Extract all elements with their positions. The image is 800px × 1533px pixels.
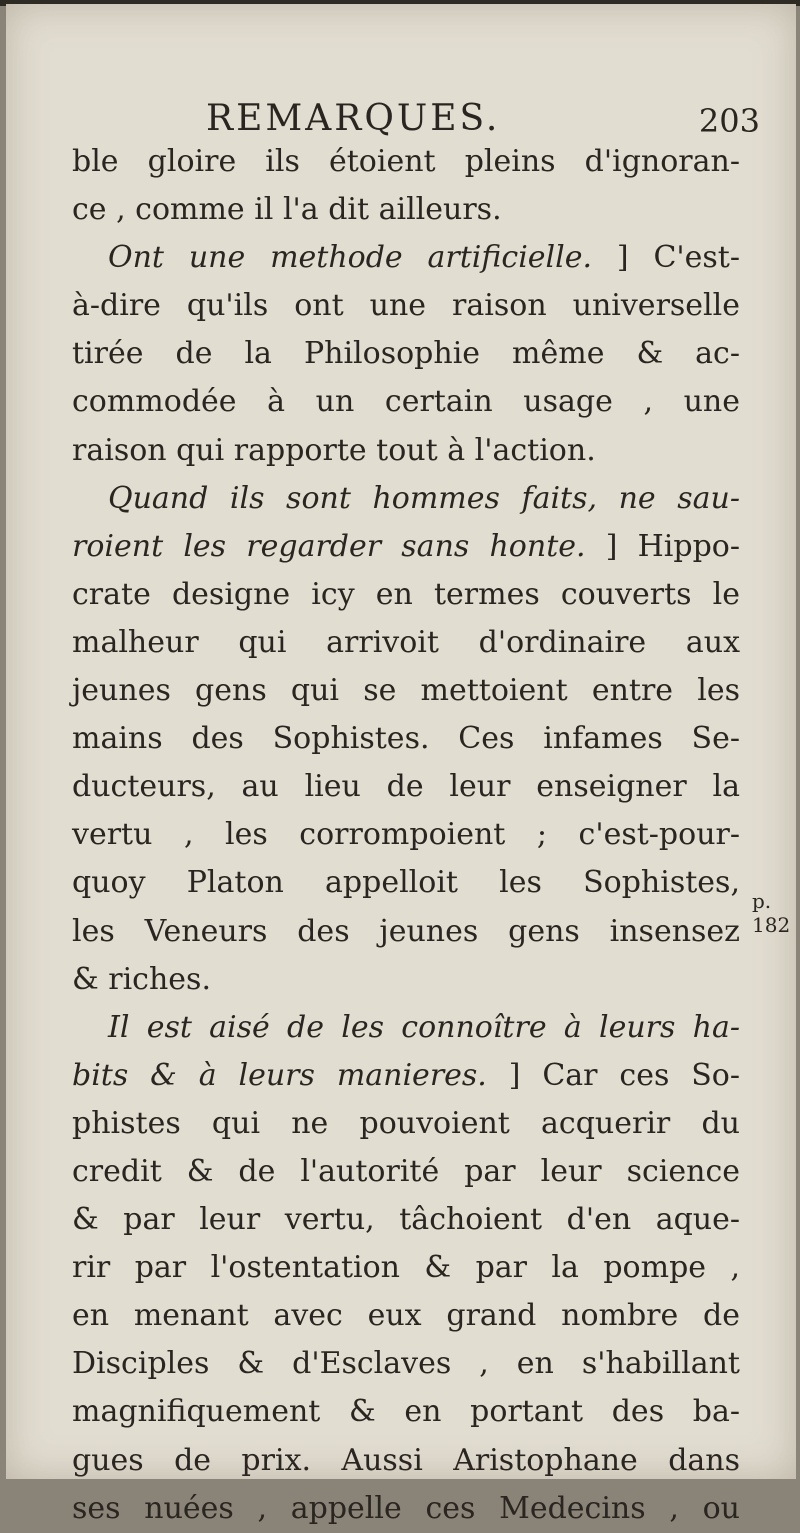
text-line	[72, 956, 740, 1004]
line-text: ] Hippo-	[585, 528, 741, 564]
line-text: jeunes gens qui se mettoient entre les	[72, 673, 740, 709]
text-line	[72, 282, 740, 330]
line-text: crate designe icy en termes couverts le	[72, 576, 740, 612]
text-line	[72, 619, 740, 667]
text-line	[72, 667, 740, 715]
text-line	[72, 571, 740, 619]
text-line	[72, 1292, 740, 1340]
text-line	[72, 1196, 740, 1244]
text-line	[72, 763, 740, 811]
line-text: & riches.	[72, 961, 211, 997]
text-line	[72, 138, 740, 186]
line-text: ses nuées , appelle ces Medecins , ou	[72, 1490, 740, 1526]
line-text: vertu , les corrompoient ; c'est-pour-	[72, 817, 740, 853]
text-line	[72, 234, 740, 282]
text-line	[72, 1148, 740, 1196]
text-line	[72, 378, 740, 426]
text-line	[72, 1244, 740, 1292]
margin-note: p. 182	[752, 889, 791, 937]
text-line	[72, 427, 740, 475]
line-text: tirée de la Philosophie même & ac-	[72, 336, 740, 372]
line-text: à-dire qu'ils ont une raison universelle	[72, 288, 740, 324]
text-line	[72, 330, 740, 378]
text-line	[72, 1485, 740, 1533]
body-text	[72, 138, 740, 1533]
line-text: ble gloire ils étoient pleins d'ignoran-	[72, 144, 740, 179]
line-text: commodée à un certain usage , une	[72, 384, 740, 420]
text-line	[72, 715, 740, 763]
line-text: Disciples & d'Esclaves , en s'habillant	[72, 1346, 740, 1382]
page-number: 203	[698, 102, 760, 140]
text-line	[72, 1004, 740, 1052]
text-line	[72, 1100, 740, 1148]
line-text: gues de prix. Aussi Aristophane dans	[72, 1442, 740, 1478]
line-text: credit & de l'autorité par leur science	[72, 1153, 740, 1189]
line-text: ducteurs, au lieu de leur enseigner la	[72, 769, 740, 805]
italic-lemma: Quand ils sont hommes faits, ne sau-	[108, 480, 740, 516]
line-text: ce , comme il l'a dit ailleurs.	[72, 192, 502, 228]
italic-lemma: roient les regarder sans honte.	[72, 528, 586, 564]
text-line	[72, 523, 740, 571]
line-text: magnifiquement & en portant des ba-	[72, 1394, 740, 1430]
line-text: quoy Platon appelloit les Sophistes,	[72, 865, 740, 901]
text-line	[72, 811, 740, 859]
text-line	[72, 1437, 740, 1485]
text-line	[72, 1052, 740, 1100]
text-line	[72, 1388, 740, 1436]
text-line	[72, 186, 740, 234]
line-text: raison qui rapporte tout à l'action.	[72, 432, 596, 468]
line-text: les Veneurs des jeunes gens insensez	[72, 913, 740, 949]
italic-lemma: bits & à leurs manieres.	[72, 1057, 487, 1093]
line-text: ] Car ces So-	[486, 1057, 740, 1093]
running-head: REMARQUES.	[206, 98, 501, 139]
text-line	[72, 1340, 740, 1388]
italic-lemma: Ont une methode artificielle.	[108, 240, 593, 276]
line-text: mains des Sophistes. Ces infames Se-	[72, 721, 740, 757]
line-text: & par leur vertu, tâchoient d'en aque-	[72, 1202, 740, 1238]
line-text: malheur qui arrivoit d'ordinaire aux	[72, 624, 740, 660]
text-line	[72, 908, 740, 956]
text-line	[72, 475, 740, 523]
line-text: rir par l'ostentation & par la pompe ,	[72, 1250, 740, 1286]
text-line	[72, 859, 740, 907]
line-text: en menant avec eux grand nombre de	[72, 1298, 740, 1334]
line-text: ] C'est-	[592, 240, 740, 276]
italic-lemma: Il est aisé de les connoître à leurs ha-	[108, 1009, 740, 1045]
line-text: phistes qui ne pouvoient acquerir du	[72, 1105, 740, 1141]
